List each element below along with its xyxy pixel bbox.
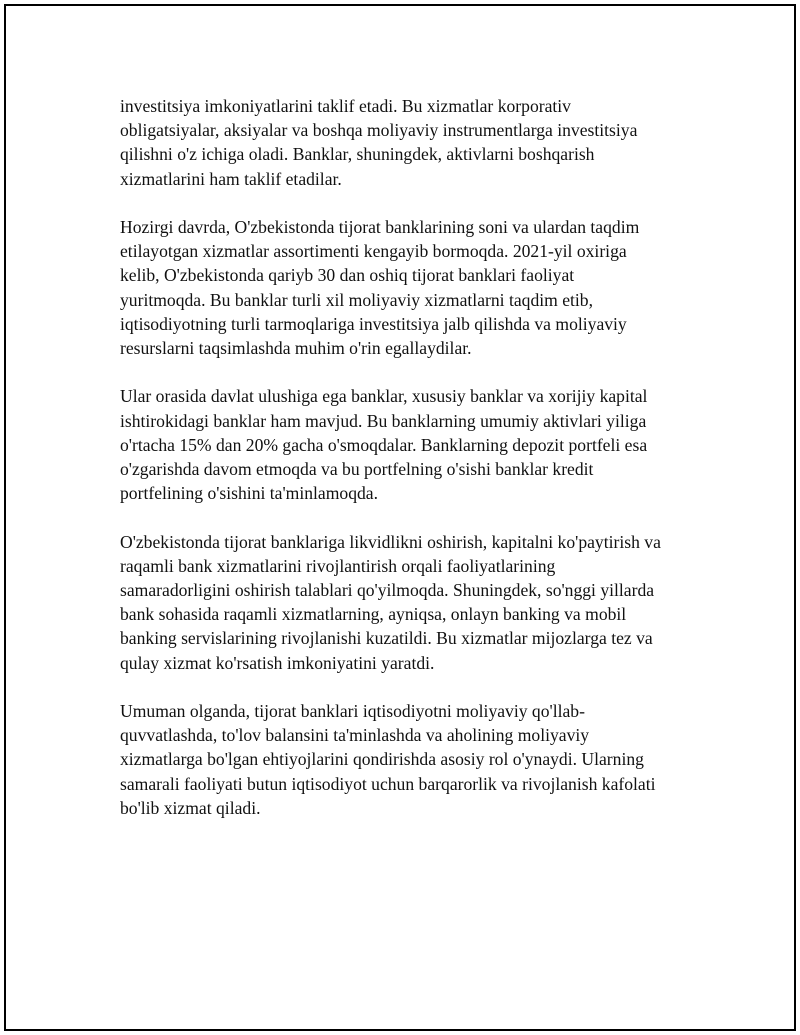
- document-page: [4, 4, 796, 1031]
- paragraph-1: investitsiya imkoniyatlarini taklif etadi. Bu xizmatlar korporativ obligatsiyalar, aksiyalar va boshqa moliyaviy instrumentlarga investitsiya qilishni o'z ichiga oladi. Banklar, shuningdek, aktivlarni boshqarish xizmatlarini ham taklif etadilar.: [120, 96, 638, 189]
- document-body: [120, 94, 695, 844]
- paragraph-3: Ular orasida davlat ulushiga ega banklar, xususiy banklar va xorijiy kapital ishtirokidagi banklar ham mavjud. Bu banklarning umumiy aktivlari yiliga o'rtacha 15% dan 20% gacha o'smoqdalar. Banklarning depozit portfeli esa o'zgarishda davom etmoqda va bu portfelning o'sishi banklar kredit portfelining o'sishini ta'minlamoqda.: [120, 386, 648, 504]
- paragraph-2: Hozirgi davrda, O'zbekistonda tijorat banklarining soni va ulardan taqdim etilayotgan xizmatlar assortimenti kengayib bormoqda. 2021-yil oxiriga kelib, O'zbekistonda qariyb 30 dan oshiq tijorat banklari faoliyat yuritmoqda. Bu banklar turli xil moliyaviy xizmatlarni taqdim etib, iqtisodiyotning turli tarmoqlariga investitsiya jalb qilishda va moliyaviy resurslarni taqsimlashda muhim o'rin egallaydilar.: [120, 217, 640, 359]
- paragraph-5: Umuman olganda, tijorat banklari iqtisodiyotni moliyaviy qo'llab- quvvatlashda, to'lov balansini ta'minlashda va aholining moliyaviy xizmatlarga bo'lgan ehtiyojlarini qondirishda asosiy rol o'ynaydi. Ularning samarali faoliyati butun iqtisodiyot uchun barqarorlik va rivojlanish kafolati bo'lib xizmat qiladi.: [120, 701, 656, 818]
- paragraph-4: O'zbekistonda tijorat banklariga likvidlikni oshirish, kapitalni ko'paytirish va raqamli bank xizmatlarini rivojlantirish orqali faoliyatlarining samaradorligini oshirish talablari qo'yilmoqda. Shuningdek, so'nggi yillarda bank sohasida raqamli xizmatlarning, ayniqsa, onlayn banking va mobil banking servislarining rivojlanishi kuzatildi. Bu xizmatlar mijozlarga tez va qulay xizmat ko'rsatish imkoniyatini yaratdi.: [120, 531, 661, 673]
